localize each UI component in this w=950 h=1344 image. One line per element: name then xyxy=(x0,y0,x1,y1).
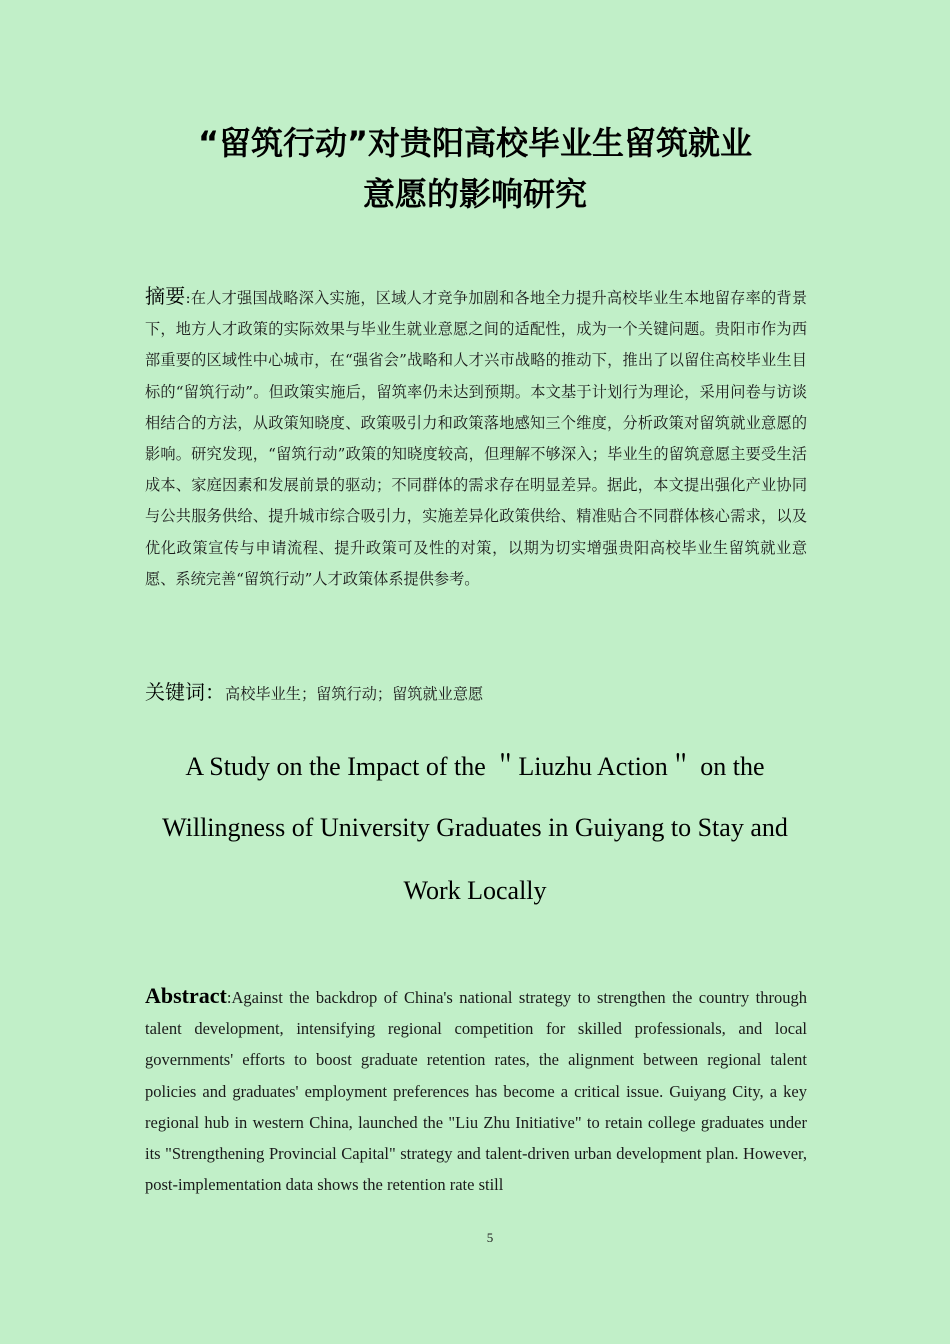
page-title-line-2: 意愿的影响研究 xyxy=(362,175,587,213)
chinese-abstract xyxy=(145,281,807,595)
keywords-label: 关键词： xyxy=(145,680,225,704)
english-abstract-text: Against the backdrop of China's national strategy to strengthen the country through talent development, intensifying regional competition for skilled professionals, and local governments' efforts to boost graduate retention rates, the alignment between regional talent policies and graduates' employment preferences has become a critical issue. Guiyang City, a key regional hub in western China, launched the "Liu Zhu Initiative" to retain college graduates under its "Strengthening Provincial Capital" strategy and talent-driven urban development plan. However, post-implementation data shows the retention rate still xyxy=(145,988,807,1195)
english-title-line-1: A Study on the Impact of the ＂Liuzhu Action＂ on the xyxy=(185,752,765,781)
english-abstract-separator: : xyxy=(226,988,232,1007)
chinese-abstract-label: 摘要 xyxy=(145,284,186,308)
chinese-abstract-separator: : xyxy=(185,289,191,307)
english-abstract xyxy=(145,980,807,1200)
page-title-line-1: “留筑行动”对贵阳高校毕业生留筑就业 xyxy=(197,124,753,162)
english-title-line-3: Work Locally xyxy=(403,876,547,905)
english-abstract-label: Abstract xyxy=(145,983,227,1008)
keywords xyxy=(145,676,807,710)
page-number: 5 xyxy=(486,1230,494,1245)
english-title-line-2: Willingness of University Graduates in Guiyang to Stay and xyxy=(162,813,788,842)
chinese-abstract-text: 在人才强国战略深入实施，区域人才竞争加剧和各地全力提升高校毕业生本地留存率的背景下，地方人才政策的实际效果与毕业生就业意愿之间的适配性，成为一个关键问题。贵阳市作为西部重要的区域性中心城市，在“强省会”战略和人才兴市战略的推动下，推出了以留住高校毕业生目标的“留筑行动”。但政策实施后，留筑率仍未达到预期。本文基于计划行为理论，采用问卷与访谈相结合的方法，从政策知晓度、政策吸引力和政策落地感知三个维度，分析政策对留筑就业意愿的影响。研究发现，“留筑行动”政策的知晓度较高，但理解不够深入；毕业生的留筑意愿主要受生活成本、家庭因素和发展前景的驱动；不同群体的需求存在明显差异。据此，本文提出强化产业协同与公共服务供给、提升城市综合吸引力，实施差异化政策供给、精准贴合不同群体核心需求，以及优化政策宣传与申请流程、提升政策可及性的对策，以期为切实增强贵阳高校毕业生留筑就业意愿、系统完善“留筑行动”人才政策体系提供参考。 xyxy=(145,289,808,588)
keywords-text: 高校毕业生；留筑行动；留筑就业意愿 xyxy=(225,685,484,703)
